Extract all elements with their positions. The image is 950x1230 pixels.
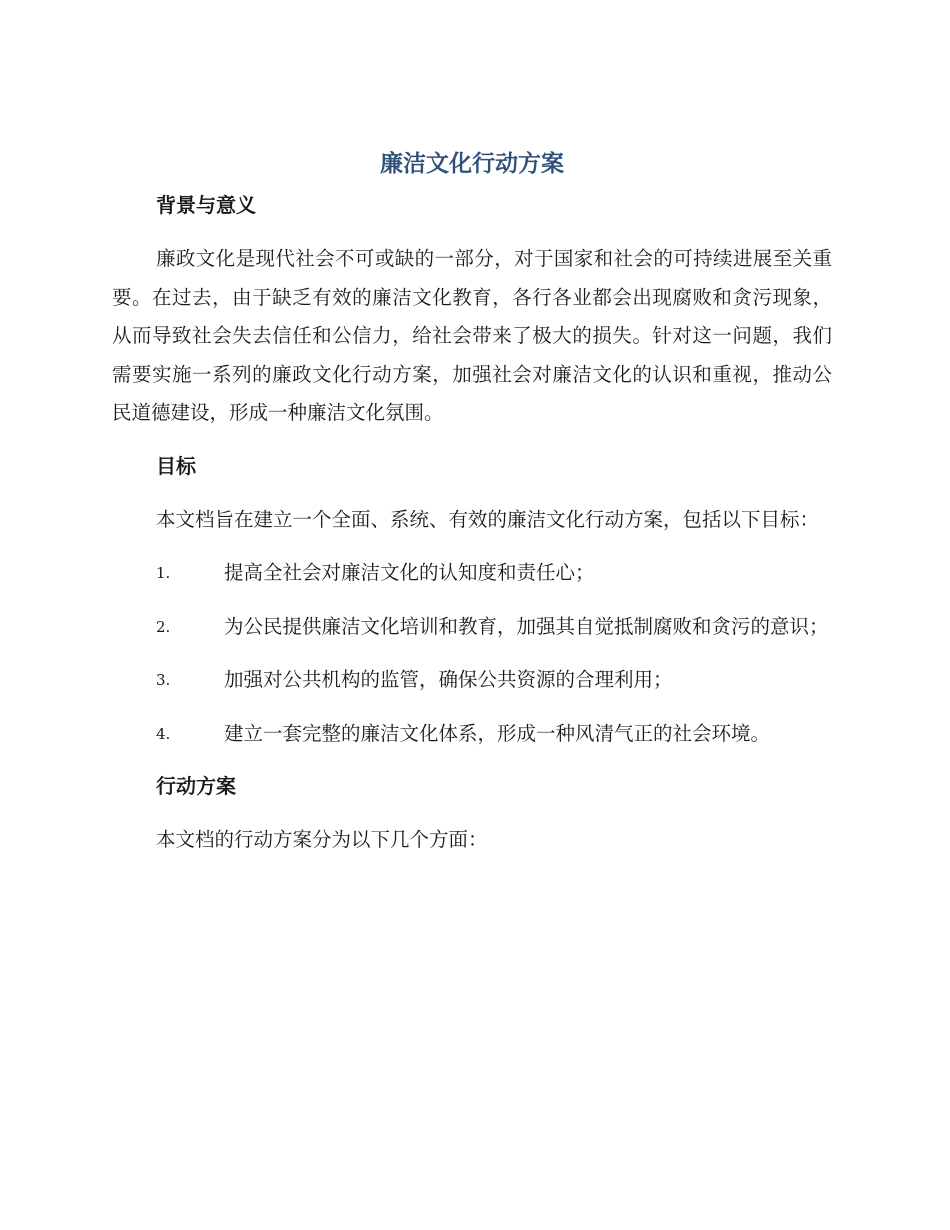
section-paragraph-background: 廉政文化是现代社会不可或缺的一部分，对于国家和社会的可持续进展至关重要。在过去，由于缺乏有效的廉洁文化教育，各行各业都会出现腐败和贪污现象，从而导致社会失去信任和公信力，给社会带来了极大的损失。针对这一问题，我们需要实施一系列的廉政文化行动方案，加强社会对廉洁文化的认识和重视，推动公民道德建设，形成一种廉洁文化氛围。 xyxy=(112,247,832,424)
document-content xyxy=(112,140,832,860)
section-heading-background: 背景与意义 xyxy=(156,193,256,217)
list-item-number: 1. xyxy=(156,564,171,582)
list-item-number: 3. xyxy=(156,671,171,689)
goals-list xyxy=(112,554,832,753)
list-item-number: 4. xyxy=(156,724,171,743)
list-item xyxy=(112,608,832,647)
list-item-text: 提高全社会对廉洁文化的认知度和责任心； xyxy=(224,561,595,584)
section-heading-goals: 目标 xyxy=(156,453,196,478)
list-item-text: 加强对公共机构的监管，确保公共资源的合理利用； xyxy=(224,668,673,691)
section-paragraph-goals: 本文档旨在建立一个全面、系统、有效的廉洁文化行动方案，包括以下目标： xyxy=(156,507,820,531)
section-paragraph-action-plan: 本文档的行动方案分为以下几个方面： xyxy=(156,828,488,851)
list-item xyxy=(112,715,832,754)
list-item-text: 为公民提供廉洁文化培训和教育，加强其自觉抵制腐败和贪污的意识； xyxy=(224,614,829,638)
section-heading-action-plan: 行动方案 xyxy=(156,774,236,798)
list-item-text: 建立一套完整的廉洁文化体系，形成一种风清气正的社会环境。 xyxy=(224,721,771,745)
list-item-number: 2. xyxy=(156,617,171,636)
document-title: 廉洁文化行动方案 xyxy=(380,151,564,177)
list-item xyxy=(112,661,832,700)
list-item xyxy=(112,554,832,593)
